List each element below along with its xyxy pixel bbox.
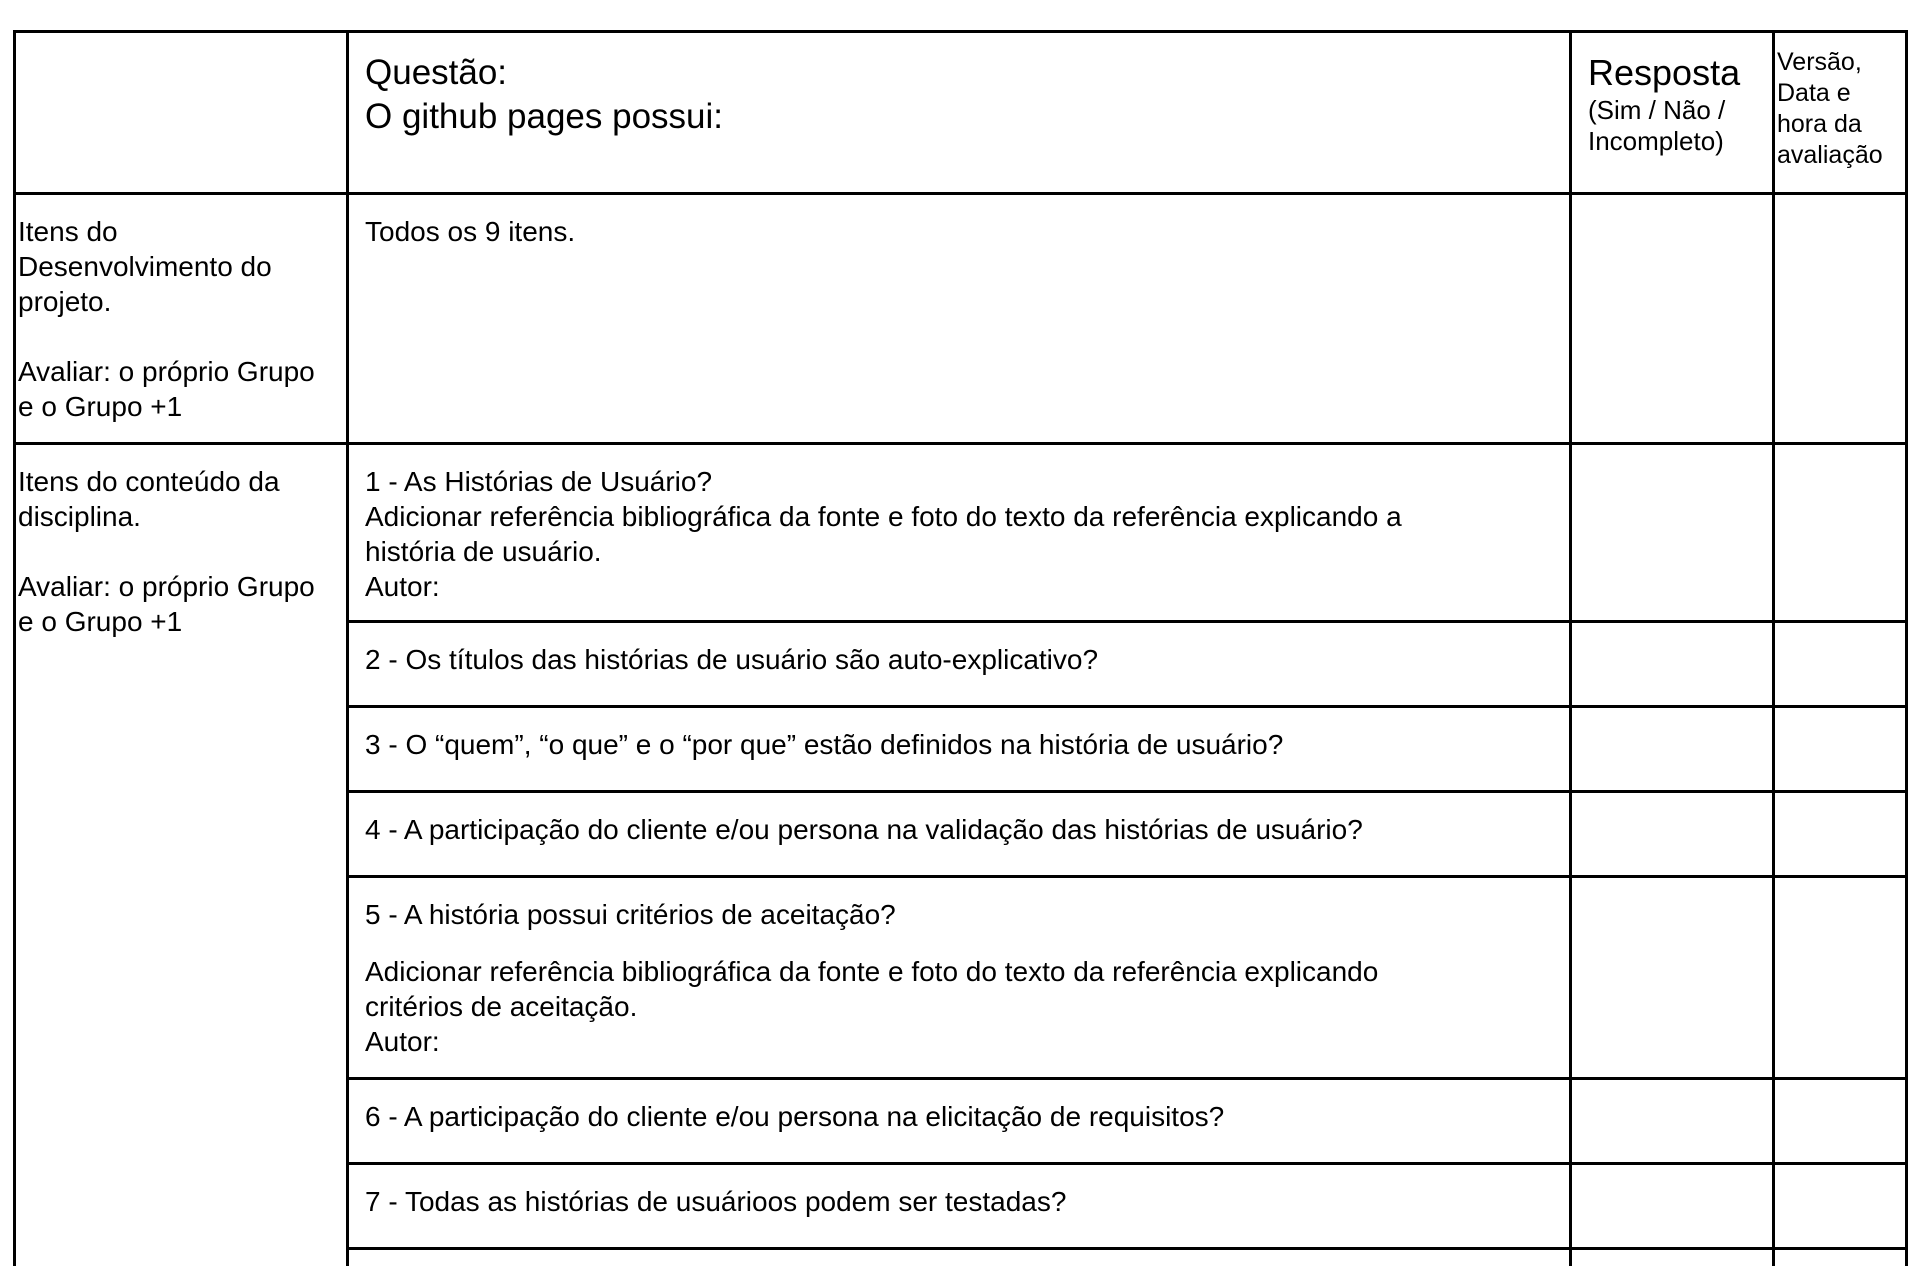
answer-cell[interactable] bbox=[1571, 1249, 1774, 1266]
question-cell bbox=[348, 1164, 1571, 1249]
table-row bbox=[15, 444, 1907, 622]
version-cell[interactable] bbox=[1774, 792, 1907, 877]
category-title-line: disciplina. bbox=[18, 501, 141, 532]
evaluation-table bbox=[13, 30, 1908, 1266]
question-author: Autor: bbox=[365, 1026, 440, 1057]
header-answer-subtitle-1: (Sim / Não / bbox=[1588, 95, 1726, 125]
header-version-line-1: Versão, bbox=[1777, 48, 1862, 76]
question-cell bbox=[348, 877, 1571, 1079]
question-note: história de usuário. bbox=[365, 536, 602, 567]
question-text: 1 - As Histórias de Usuário? bbox=[365, 466, 713, 497]
question-cell bbox=[348, 707, 1571, 792]
category-title-line: Itens do bbox=[18, 216, 118, 247]
question-text: Todos os 9 itens. bbox=[365, 216, 576, 247]
version-cell[interactable] bbox=[1774, 1164, 1907, 1249]
version-cell[interactable] bbox=[1774, 194, 1907, 444]
version-cell[interactable] bbox=[1774, 1249, 1907, 1266]
category-cell-development bbox=[15, 194, 348, 444]
version-cell[interactable] bbox=[1774, 1079, 1907, 1164]
question-cell bbox=[348, 444, 1571, 622]
answer-cell[interactable] bbox=[1571, 792, 1774, 877]
header-row bbox=[15, 32, 1907, 194]
question-cell bbox=[348, 622, 1571, 707]
header-answer-title: Resposta bbox=[1588, 52, 1741, 93]
answer-cell[interactable] bbox=[1571, 194, 1774, 444]
category-evaluate-line: Avaliar: o próprio Grupo bbox=[18, 356, 315, 387]
answer-cell[interactable] bbox=[1571, 707, 1774, 792]
answer-cell[interactable] bbox=[1571, 444, 1774, 622]
header-question-text: O github pages possui: bbox=[365, 97, 724, 136]
category-title-line: Itens do conteúdo da bbox=[18, 466, 280, 497]
question-text: 7 - Todas as histórias de usuárioos podem ser testadas? bbox=[365, 1186, 1067, 1217]
header-version-line-3: hora da bbox=[1777, 110, 1862, 138]
answer-cell[interactable] bbox=[1571, 622, 1774, 707]
header-version-line-4: avaliação bbox=[1777, 141, 1883, 169]
question-note: Adicionar referência bibliográfica da fonte e foto do texto da referência explicando a bbox=[365, 501, 1402, 532]
header-question-label: Questão: bbox=[365, 53, 508, 92]
version-cell[interactable] bbox=[1774, 877, 1907, 1079]
category-evaluate-line: e o Grupo +1 bbox=[18, 391, 183, 422]
question-cell bbox=[348, 1249, 1571, 1266]
answer-cell[interactable] bbox=[1571, 877, 1774, 1079]
question-cell bbox=[348, 194, 1571, 444]
table-row bbox=[15, 194, 1907, 444]
question-cell bbox=[348, 792, 1571, 877]
question-text: 4 - A participação do cliente e/ou persona na validação das histórias de usuário? bbox=[365, 814, 1363, 845]
answer-cell[interactable] bbox=[1571, 1079, 1774, 1164]
question-text: 5 - A história possui critérios de aceitação? bbox=[365, 899, 896, 930]
question-note: Adicionar referência bibliográfica da fonte e foto do texto da referência explicando bbox=[365, 956, 1379, 987]
answer-cell[interactable] bbox=[1571, 1164, 1774, 1249]
version-cell[interactable] bbox=[1774, 622, 1907, 707]
version-cell[interactable] bbox=[1774, 444, 1907, 622]
question-text: 2 - Os títulos das histórias de usuário são auto-explicativo? bbox=[365, 644, 1099, 675]
category-evaluate-line: e o Grupo +1 bbox=[18, 606, 183, 637]
question-cell bbox=[348, 1079, 1571, 1164]
category-title-line: Desenvolvimento do bbox=[18, 251, 272, 282]
version-cell[interactable] bbox=[1774, 707, 1907, 792]
question-text: 6 - A participação do cliente e/ou persona na elicitação de requisitos? bbox=[365, 1101, 1225, 1132]
question-text: 3 - O “quem”, “o que” e o “por que” estão definidos na história de usuário? bbox=[365, 729, 1284, 760]
category-evaluate-line: Avaliar: o próprio Grupo bbox=[18, 571, 315, 602]
question-author: Autor: bbox=[365, 571, 440, 602]
category-cell-content bbox=[15, 444, 348, 1266]
question-note: critérios de aceitação. bbox=[365, 991, 638, 1022]
header-category-cell bbox=[15, 32, 348, 194]
header-question-cell bbox=[348, 32, 1571, 194]
header-answer-cell bbox=[1571, 32, 1774, 194]
header-answer-subtitle-2: Incompleto) bbox=[1588, 126, 1724, 156]
category-title-line: projeto. bbox=[18, 286, 112, 317]
header-version-line-2: Data e bbox=[1777, 79, 1851, 107]
header-version-cell bbox=[1774, 32, 1907, 194]
